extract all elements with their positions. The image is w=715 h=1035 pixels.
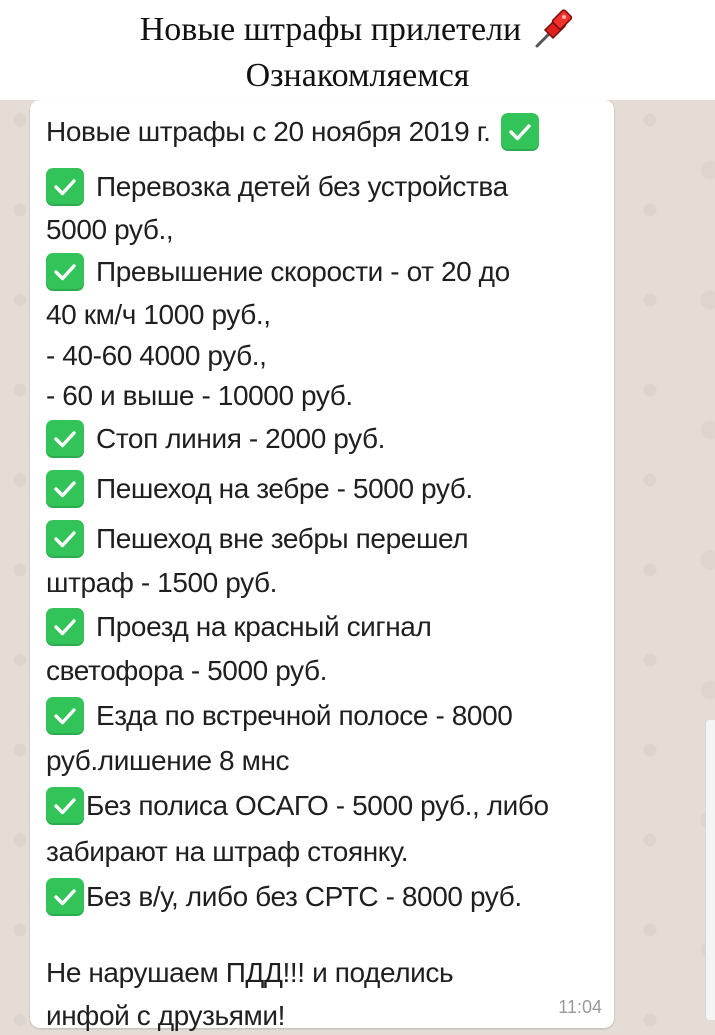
message-line xyxy=(46,562,596,604)
message-line xyxy=(46,164,596,210)
message-text: Пешеход вне зебры перешел xyxy=(96,523,469,554)
message-text: 40 км/ч 1000 руб., xyxy=(46,299,271,330)
message-line xyxy=(46,336,596,376)
check-mark-icon xyxy=(46,520,84,558)
message-text: штраф - 1500 руб. xyxy=(46,567,278,598)
message-line xyxy=(46,650,596,692)
pushpin-icon xyxy=(531,8,575,52)
message-text: забирают на штраф стоянку. xyxy=(46,836,409,867)
message-line xyxy=(46,830,596,874)
check-mark-icon xyxy=(501,113,539,151)
message-text: - 40-60 4000 руб., xyxy=(46,340,267,371)
message-line xyxy=(46,740,596,782)
check-mark-icon xyxy=(46,697,84,735)
message-text: Превышение скорости - от 20 до xyxy=(96,256,510,287)
check-mark-icon xyxy=(46,253,84,291)
check-mark-icon xyxy=(46,608,84,646)
caption-subtitle: Ознакомляемся xyxy=(245,57,470,94)
message-line xyxy=(46,294,596,336)
message-line xyxy=(46,250,596,294)
message-line xyxy=(46,950,596,996)
caption-title: Новые штрафы прилетели xyxy=(139,11,522,48)
message-timestamp: 11:04 xyxy=(558,997,602,1017)
message-text: Пешеход на зебре - 5000 руб. xyxy=(96,473,473,504)
message-text: Перевозка детей без устройства xyxy=(96,171,508,202)
message-header-line xyxy=(46,110,596,154)
message-line xyxy=(46,782,596,830)
message-text: руб.лишение 8 мнс xyxy=(46,745,290,776)
message-bubble[interactable] xyxy=(30,100,614,1031)
message-line xyxy=(46,516,596,562)
message-text: Езда по встречной полосе - 8000 xyxy=(96,700,513,731)
check-mark-icon xyxy=(46,470,84,508)
caption-line-1 xyxy=(0,8,715,52)
message-line xyxy=(46,604,596,650)
message-line xyxy=(46,416,596,462)
message-text: Стоп линия - 2000 руб. xyxy=(96,423,386,454)
check-mark-icon xyxy=(46,787,84,825)
message-line xyxy=(46,692,596,740)
message-text: Новые штрафы с 20 ноября 2019 г. xyxy=(46,116,491,147)
side-panel-edge xyxy=(705,720,715,1020)
message-text: Не нарушаем ПДД!!! и поделись xyxy=(46,957,454,988)
check-mark-icon xyxy=(46,878,84,916)
message-text: инфой с друзьями! xyxy=(46,1000,285,1031)
message-text: Без в/у, либо без СРТС - 8000 руб. xyxy=(86,881,522,912)
message-text: Без полиса ОСАГО - 5000 руб., либо xyxy=(86,790,549,821)
check-mark-icon xyxy=(46,168,84,206)
message-text: светофора - 5000 руб. xyxy=(46,655,327,686)
message-line xyxy=(46,210,596,250)
message-line xyxy=(46,462,596,516)
image-caption xyxy=(0,0,715,100)
check-mark-icon xyxy=(46,420,84,458)
message-line xyxy=(46,874,596,920)
message-text: - 60 и выше - 10000 руб. xyxy=(46,380,353,411)
message-line xyxy=(46,996,596,1035)
message-text: Проезд на красный сигнал xyxy=(96,611,432,642)
message-line xyxy=(46,376,596,416)
message-text: 5000 руб., xyxy=(46,214,174,245)
